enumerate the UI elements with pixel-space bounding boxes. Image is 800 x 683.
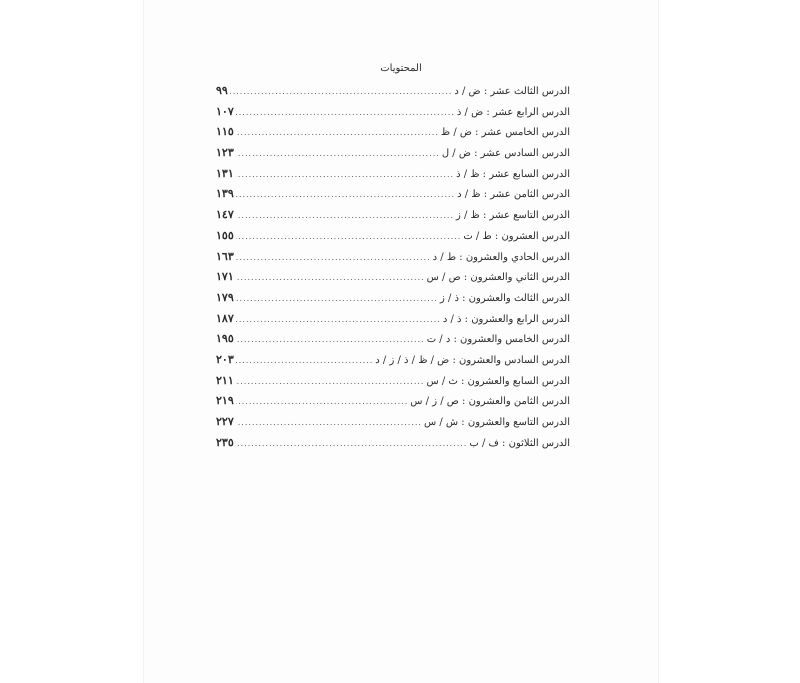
toc-entry-title: الدرس الخامس عشر : ض / ظ bbox=[440, 127, 570, 139]
toc-entry-title: الدرس السابع عشر : ظ / ذ bbox=[456, 168, 570, 180]
toc-entry-page-number: ١٢٣ bbox=[216, 146, 234, 160]
toc-entry-page-number: ٢٠٣ bbox=[216, 352, 234, 366]
dot-leader bbox=[236, 330, 425, 351]
toc-entry-title: الدرس الخامس والعشرون : د / ت bbox=[426, 334, 570, 346]
dot-leader bbox=[236, 351, 374, 372]
toc-entry bbox=[216, 122, 570, 143]
toc-entry bbox=[216, 350, 570, 371]
toc-entry-page-number: ١٣٩ bbox=[216, 187, 234, 201]
dot-leader bbox=[236, 227, 462, 248]
toc-entry-page-number: ٢١٩ bbox=[216, 394, 234, 408]
toc-entry-title: الدرس الثالث والعشرون : ذ / ز bbox=[439, 292, 570, 304]
toc-entry bbox=[216, 247, 570, 268]
toc-entry-page-number: ١٩٥ bbox=[216, 332, 234, 346]
dot-leader bbox=[236, 413, 422, 434]
toc-entry bbox=[216, 288, 570, 309]
toc-entry-page-number: ٢١١ bbox=[216, 373, 234, 387]
dot-leader bbox=[236, 392, 409, 413]
toc-entry-title: الدرس التاسع والعشرون : ش / س bbox=[423, 417, 570, 428]
dot-leader bbox=[236, 123, 439, 144]
toc-entry bbox=[216, 102, 570, 123]
table-of-contents bbox=[216, 81, 570, 453]
toc-entry bbox=[216, 391, 570, 412]
page-title: المحتويات bbox=[380, 63, 422, 74]
toc-entry-title: الدرس التاسع عشر : ظ / ز bbox=[456, 210, 570, 222]
dot-leader bbox=[236, 144, 440, 165]
toc-entry-page-number: ١٥٥ bbox=[216, 228, 234, 242]
dot-leader bbox=[236, 185, 455, 206]
toc-entry bbox=[216, 143, 570, 164]
toc-entry-page-number: ٢٣٥ bbox=[216, 435, 234, 449]
toc-entry-title: الدرس الثامن والعشرون : ص / ز / س bbox=[410, 396, 570, 408]
dot-leader bbox=[236, 289, 438, 310]
toc-entry-title: الدرس السادس عشر : ض / ل bbox=[441, 148, 570, 160]
toc-entry-page-number: ١٠٧ bbox=[216, 104, 234, 118]
dot-leader bbox=[236, 310, 441, 331]
toc-entry-title: الدرس الحادي والعشرون : ط / د bbox=[432, 251, 570, 263]
toc-entry bbox=[216, 164, 570, 185]
toc-entry-title: الدرس الثاني والعشرون : ص / س bbox=[426, 272, 570, 284]
toc-entry-title: الدرس الثالث عشر : ض / د bbox=[454, 86, 570, 97]
toc-entry-title: الدرس الثلاثون : ف / ب bbox=[469, 437, 570, 449]
toc-entry bbox=[216, 433, 570, 454]
toc-entry-page-number: ١١٥ bbox=[216, 125, 234, 139]
document-page bbox=[143, 0, 659, 683]
toc-entry-page-number: ١٣١ bbox=[216, 166, 234, 180]
toc-entry bbox=[216, 81, 570, 102]
toc-entry-page-number: ١٦٣ bbox=[216, 249, 234, 263]
toc-entry bbox=[216, 371, 570, 392]
toc-entry-page-number: ٢٢٧ bbox=[216, 415, 234, 428]
toc-entry-title: الدرس السابع والعشرون : ث / س bbox=[426, 375, 570, 387]
toc-entry bbox=[216, 309, 570, 330]
dot-leader bbox=[236, 206, 454, 227]
dot-leader bbox=[236, 103, 455, 124]
toc-entry-title: الدرس السادس والعشرون : ض / ظ / ذ / ز / د bbox=[375, 354, 570, 366]
toc-entry-title: الدرس الرابع والعشرون : ذ / د bbox=[442, 313, 570, 325]
dot-leader bbox=[236, 372, 425, 393]
toc-entry-page-number: ١٨٧ bbox=[216, 311, 234, 325]
toc-entry-page-number: ١٤٧ bbox=[216, 208, 234, 222]
dot-leader bbox=[236, 434, 468, 455]
toc-entry bbox=[216, 184, 570, 205]
toc-entry-title: الدرس العشرون : ط / ت bbox=[463, 230, 570, 242]
toc-entry-title: الدرس الرابع عشر : ض / ذ bbox=[456, 106, 570, 118]
toc-entry bbox=[216, 267, 570, 288]
toc-entry bbox=[216, 226, 570, 247]
toc-entry-page-number: ٩٩ bbox=[216, 84, 228, 97]
toc-entry bbox=[216, 329, 570, 350]
toc-entry-page-number: ١٧١ bbox=[216, 270, 234, 284]
dot-leader bbox=[236, 268, 425, 289]
dot-leader bbox=[236, 248, 431, 269]
toc-entry-page-number: ١٧٩ bbox=[216, 290, 234, 304]
toc-entry bbox=[216, 205, 570, 226]
dot-leader bbox=[236, 165, 454, 186]
toc-entry bbox=[216, 412, 570, 433]
dot-leader bbox=[230, 82, 453, 103]
toc-entry-title: الدرس الثامن عشر : ظ / د bbox=[457, 189, 570, 201]
